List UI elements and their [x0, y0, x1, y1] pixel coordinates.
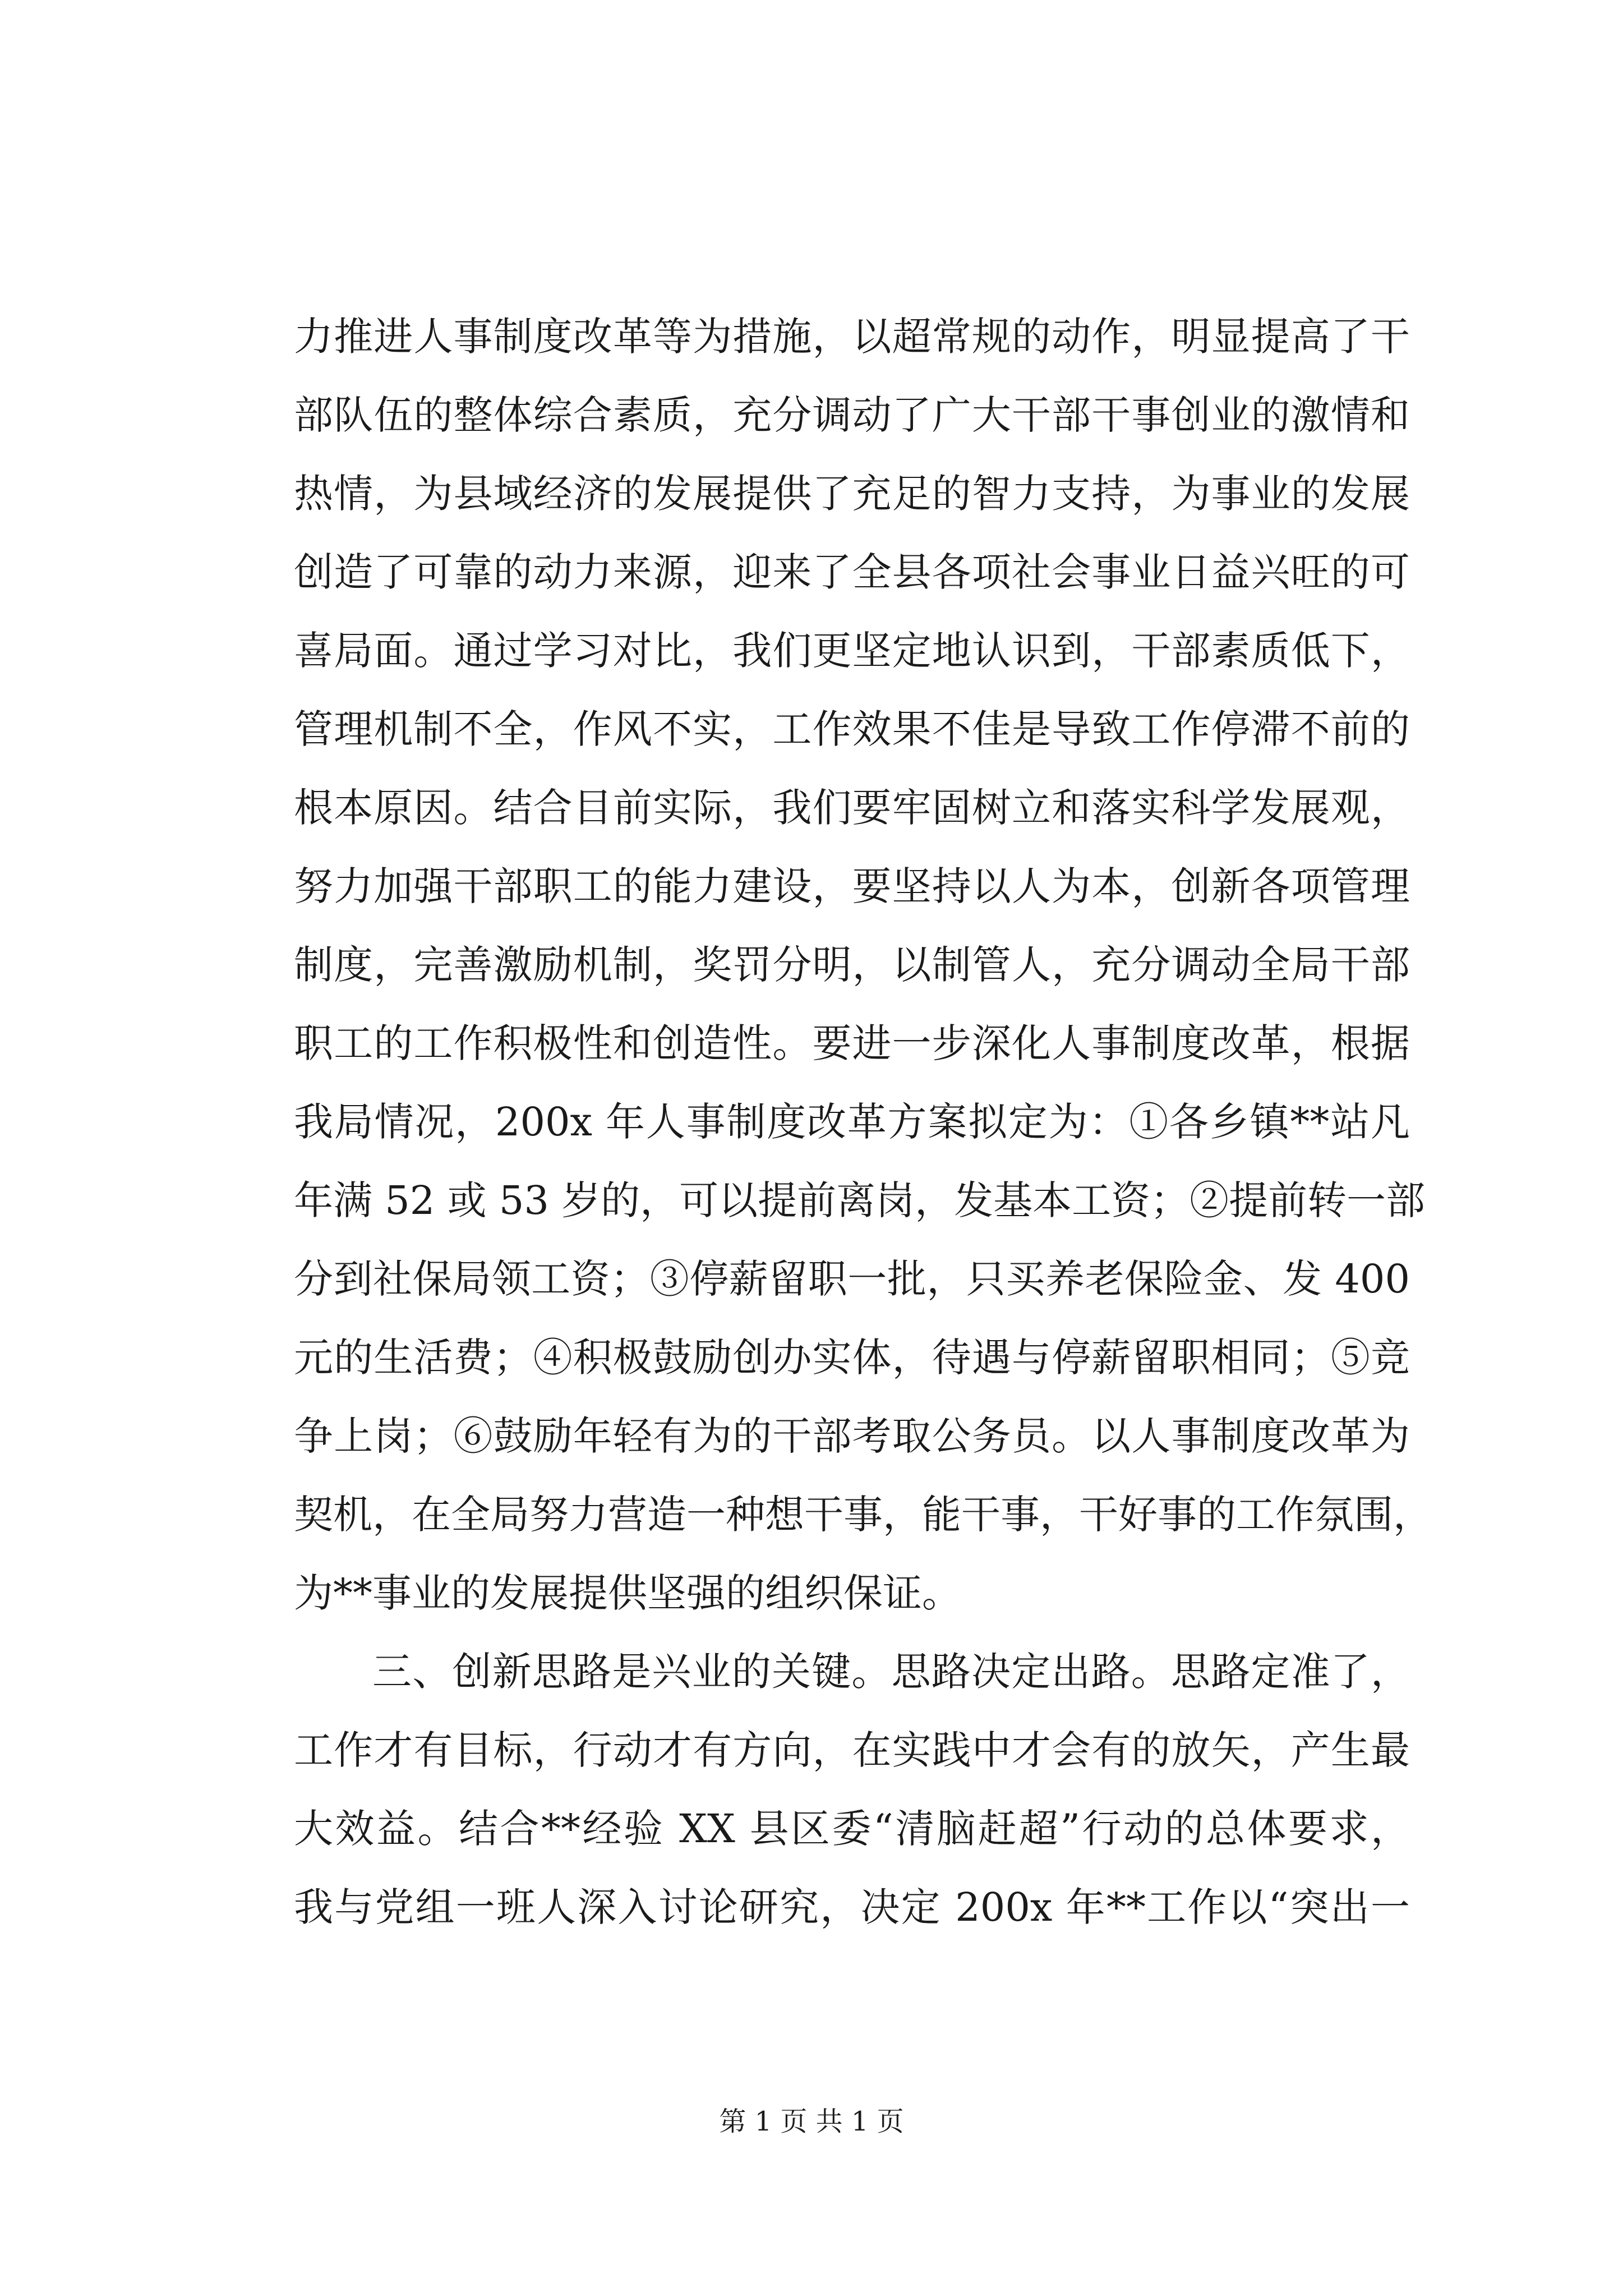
text-line: 我局情况，200x 年人事制度改革方案拟定为：①各乡镇**站凡 — [294, 1099, 1410, 1145]
text-line: 为**事业的发展提供坚强的组织保证。 — [294, 1570, 961, 1616]
text-line: 创造了可靠的动力来源，迎来了全县各项社会事业日益兴旺的可 — [294, 549, 1410, 595]
text-line: 力推进人事制度改革等为措施，以超常规的动作，明显提高了干 — [294, 314, 1410, 360]
text-line: 根本原因。结合目前实际，我们要牢固树立和落实科学发展观， — [294, 785, 1410, 831]
text-line: 职工的工作积极性和创造性。要进一步深化人事制度改革，根据 — [294, 1020, 1410, 1066]
text-line: 争上岗；⑥鼓励年轻有为的干部考取公务员。以人事制度改革为 — [294, 1413, 1410, 1459]
text-line: 契机，在全局努力营造一种想干事，能干事，干好事的工作氛围， — [294, 1492, 1432, 1538]
text-line: 努力加强干部职工的能力建设，要坚持以人为本，创新各项管理 — [294, 863, 1410, 909]
text-line: 制度，完善激励机制，奖罚分明，以制管人，充分调动全局干部 — [294, 942, 1410, 988]
text-line: 工作才有目标，行动才有方向，在实践中才会有的放矢，产生最 — [294, 1727, 1410, 1773]
text-line: 大效益。结合**经验 XX 县区委“清脑赶超”行动的总体要求， — [294, 1806, 1410, 1852]
text-line: 我与党组一班人深入讨论研究，决定 200x 年**工作以“突出一 — [294, 1884, 1410, 1930]
text-line: 部队伍的整体综合素质，充分调动了广大干部干事创业的激情和 — [294, 392, 1410, 438]
text-line: 年满 52 或 53 岁的，可以提前离岗，发基本工资；②提前转一部 — [294, 1177, 1426, 1223]
text-line: 元的生活费；④积极鼓励创办实体，待遇与停薪留职相同；⑤竞 — [294, 1335, 1410, 1381]
text-line: 热情，为县域经济的发展提供了充足的智力支持，为事业的发展 — [294, 471, 1410, 517]
page-footer — [0, 2105, 1623, 2138]
document-body — [294, 297, 1432, 1947]
text-line: 三、创新思路是兴业的关键。思路决定出路。思路定准了， — [372, 1649, 1410, 1695]
text-line: 管理机制不全，作风不实，工作效果不佳是导致工作停滞不前的 — [294, 706, 1410, 752]
text-line: 分到社保局领工资；③停薪留职一批，只买养老保险金、发 400 — [294, 1256, 1410, 1302]
text-line: 喜局面。通过学习对比，我们更坚定地认识到，干部素质低下， — [294, 628, 1410, 674]
page-number-label: 第 1 页 共 1 页 — [719, 2106, 904, 2137]
